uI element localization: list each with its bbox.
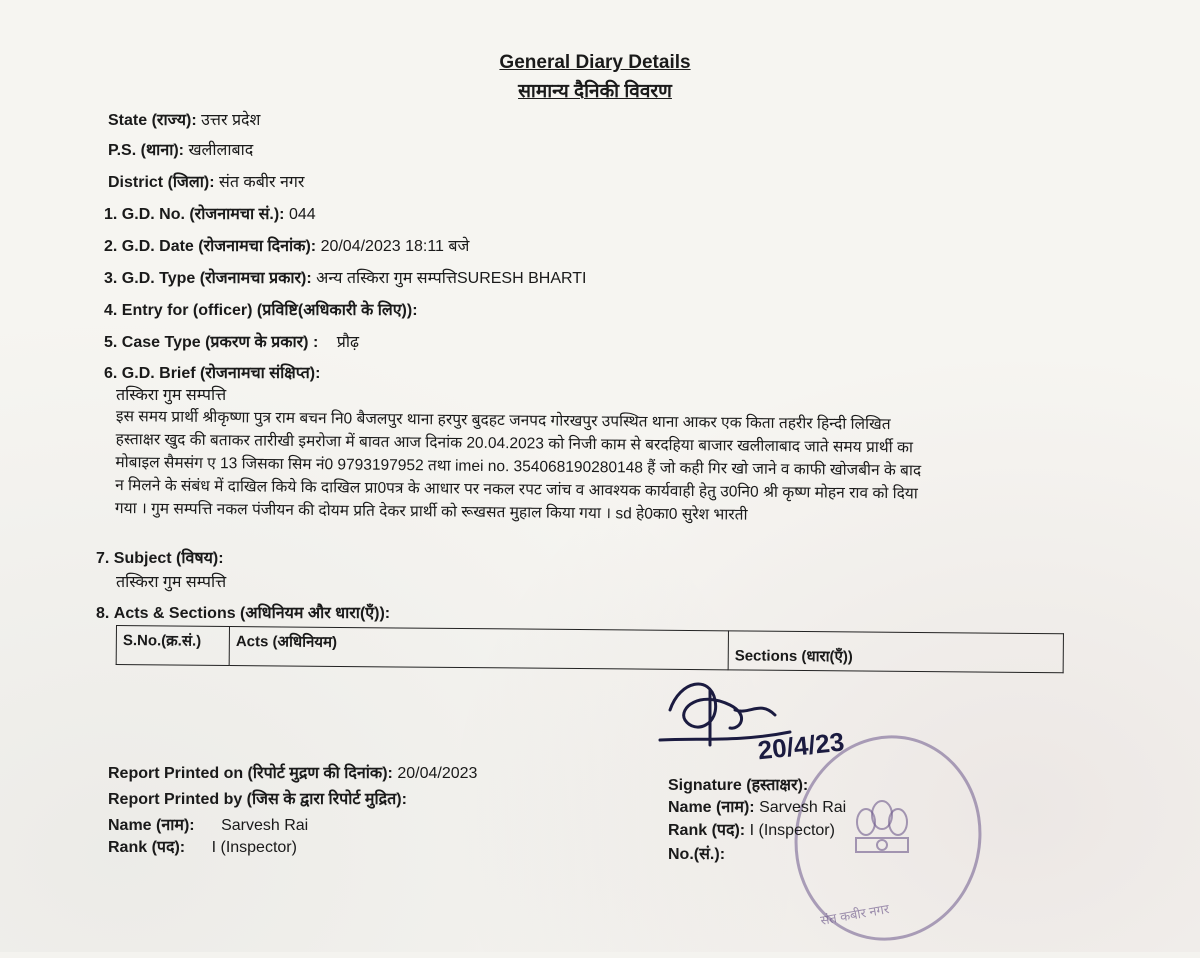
- report-rank-row: [108, 835, 297, 857]
- printed-on-row: [108, 761, 477, 783]
- gd-date-value: 20/04/2023 18:11 बजे: [320, 238, 470, 255]
- acts-label: Acts & Sections (अधिनियम और धारा(एँ)):: [113, 605, 391, 622]
- gd-brief-row: [104, 361, 320, 383]
- document-title: General Diary Details: [499, 52, 691, 73]
- case-type-value: प्रौढ़: [336, 334, 360, 351]
- gd-no-label: G.D. No. (रोजनामचा सं.):: [121, 206, 285, 223]
- case-type-row: [104, 330, 359, 352]
- acts-row: [96, 601, 390, 623]
- brief-line: न मिलने के संबंध में दाखिल किये कि दाखिल प्रा0पत्र के आधार पर नकल रपट जांच व आवश्यक कार्यवाही हेतु उ0नि0 श्री कृष्ण मोहन राव को दिया: [115, 476, 918, 503]
- brief-paragraph: [115, 405, 1076, 530]
- sig-name-label: Name (नाम):: [668, 799, 755, 816]
- col-sn-header: S.No.(क्र.सं.): [116, 626, 229, 666]
- state-value: उत्तर प्रदेश: [201, 112, 261, 129]
- district-row: [108, 170, 304, 192]
- report-name-row: [108, 813, 308, 835]
- table-row: [116, 626, 1063, 673]
- district-label: District (जिला):: [108, 174, 215, 191]
- brief-line: गया । गुम सम्पत्ति नकल पंजीयन की दोयम प्रति देकर प्रार्थी को रूखसत मुहाल किया गया । sd हे0का0 सुरेश भारती: [114, 499, 748, 524]
- printed-by-label: Report Printed by (जिस के द्वारा रिपोर्ट मुद्रित):: [108, 791, 407, 808]
- col-acts-header: Acts (अधिनियम): [229, 626, 728, 669]
- ps-label: P.S. (थाना):: [108, 142, 184, 159]
- handwritten-date: 20/4/23: [756, 726, 846, 766]
- state-row: [108, 108, 260, 130]
- case-type-label: Case Type (प्रकरण के प्रकार) :: [121, 334, 319, 351]
- gd-type-row: [104, 266, 586, 288]
- report-rank-value: I (Inspector): [211, 839, 297, 856]
- item-number: 3.: [104, 270, 118, 287]
- gd-date-row: [104, 234, 469, 256]
- gd-no-row: [104, 202, 316, 224]
- item-number: 2.: [104, 238, 118, 255]
- item-number: 6.: [104, 365, 118, 382]
- item-number: 4.: [104, 302, 118, 319]
- gd-date-label: G.D. Date (रोजनामचा दिनांक):: [121, 238, 317, 255]
- sig-rank-label: Rank (पद):: [668, 822, 746, 839]
- gd-type-value: अन्य तस्किरा गुम सम्पत्तिSURESH BHARTI: [316, 270, 587, 287]
- sig-name-value: Sarvesh Rai: [759, 799, 847, 816]
- gd-brief-label: G.D. Brief (रोजनामचा संक्षिप्त):: [121, 365, 321, 382]
- entry-for-label: Entry for (officer) (प्रविष्टि(अधिकारी के लिए)):: [121, 302, 418, 319]
- gd-type-label: G.D. Type (रोजनामचा प्रकार):: [121, 270, 312, 287]
- col-sections-header: Sections (धारा(एँ)): [728, 631, 1063, 673]
- seal-text: संत कबीर नगर: [819, 901, 891, 928]
- acts-table: [116, 625, 1064, 673]
- report-name-value: Sarvesh Rai: [221, 817, 309, 834]
- signature-label: Signature (हस्ताक्षर):: [668, 777, 809, 794]
- item-number: 5.: [104, 334, 118, 351]
- gd-no-value: 044: [288, 206, 316, 223]
- entry-for-row: [104, 298, 418, 320]
- brief-heading: तस्किरा गुम सम्पत्ति: [116, 387, 227, 404]
- district-value: संत कबीर नगर: [219, 174, 305, 191]
- sig-name-row: [668, 795, 846, 817]
- sig-rank-row: [668, 818, 835, 840]
- brief-line: मोबाइल सैमसंग ए 13 जिसका सिम नं0 9793197952 तथा imei no. 354068190280148 हैं जो कही गिर खो जाने व काफी खोजबीन के बाद: [115, 453, 922, 480]
- brief-line: इस समय प्रार्थी श्रीकृष्णा पुत्र राम बचन नि0 बैजलपुर थाना हरपुर बुदहट जनपद गोरखपुर उपस्थित थाना आकर एक किता तहरीर हिन्दी लिखित: [115, 407, 891, 434]
- emblem-icon: [842, 790, 922, 900]
- subject-value: तस्किरा गुम सम्पत्ति: [116, 574, 227, 591]
- sig-no-label: No.(सं.):: [668, 846, 726, 863]
- item-number: 7.: [96, 550, 110, 567]
- printed-on-value: 20/04/2023: [397, 765, 478, 782]
- sig-rank-value: I (Inspector): [749, 822, 835, 839]
- state-label: State (राज्य):: [108, 112, 197, 129]
- report-name-label: Name (नाम):: [108, 817, 195, 834]
- subject-label: Subject (विषय):: [113, 550, 224, 567]
- ps-value: खलीलाबाद: [188, 142, 254, 159]
- ps-row: [108, 138, 253, 160]
- item-number: 8.: [96, 605, 110, 622]
- printed-on-label: Report Printed on (रिपोर्ट मुद्रण की दिनांक):: [108, 765, 393, 782]
- brief-line: हस्ताक्षर खुद की बताकर तारीखी इमरोजा में बावत आज दिनांक 20.04.2023 को निजी काम से बरदहिया बाजार खलीलाबाद जाते समय प्रार्थी का: [115, 430, 914, 457]
- document-title-hindi: सामान्य दैनिकी विवरण: [518, 81, 672, 102]
- item-number: 1.: [104, 206, 118, 223]
- report-rank-label: Rank (पद):: [108, 839, 186, 856]
- subject-row: [96, 546, 224, 568]
